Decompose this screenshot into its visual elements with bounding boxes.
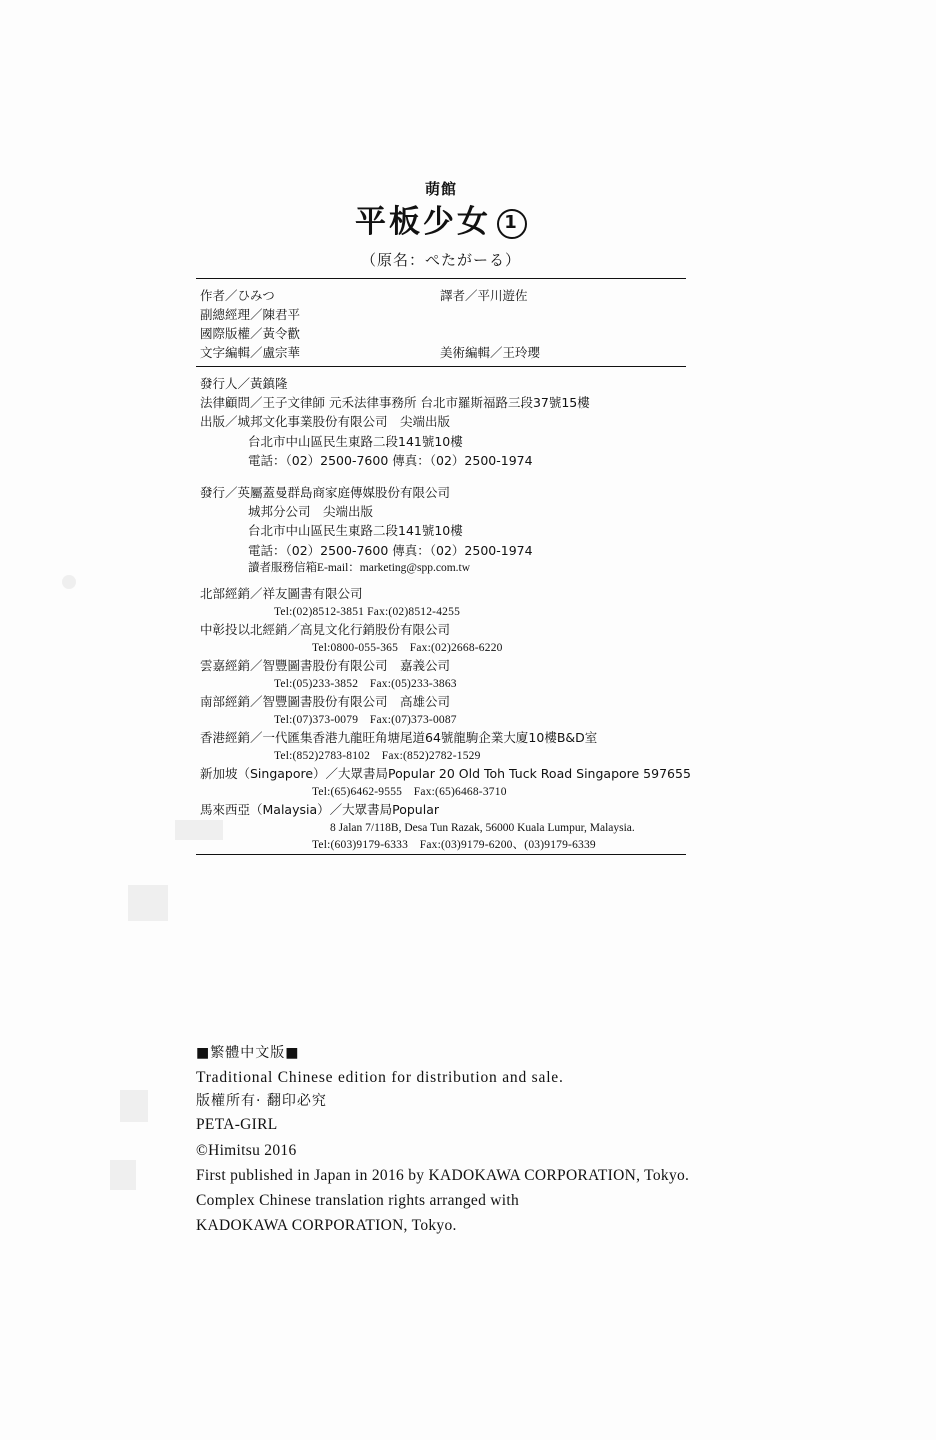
distributor-contact: Tel:0800-055-365 Fax:(02)2668-6220 — [312, 641, 503, 654]
staff-international-rights: 國際版權／黃令歡 — [200, 325, 301, 341]
publisher-address-line: 台北市中山區民生東路二段141號10樓 — [248, 433, 463, 449]
distributors-block — [196, 585, 691, 854]
staff-blank — [440, 305, 686, 324]
distributor-name: 新加坡（Singapore）／大眾書局Popular 20 Old Toh Tuck Road Singapore 597655 — [200, 765, 691, 781]
distributor-entry — [200, 765, 691, 801]
legal-line: First published in Japan in 2016 by KADOKAWA CORPORATION, Tokyo. — [196, 1166, 690, 1184]
distributor-name: 中彰投以北經銷／高見文化行銷股份有限公司 — [200, 621, 451, 637]
publisher-line: 發行人／黃鎮隆 — [200, 375, 288, 391]
issuer-line: 發行／英屬蓋曼群島商家庭傳媒股份有限公司 — [200, 484, 451, 500]
distributor-address: 8 Jalan 7/118B, Desa Tun Razak, 56000 Kuala Lumpur, Malaysia. — [330, 821, 635, 834]
distributor-name: 香港經銷／一代匯集香港九龍旺角塘尾道64號龍駒企業大廈10樓B&D室 — [200, 729, 598, 745]
copyright-line: ©Himitsu 2016 — [196, 1141, 297, 1159]
distributor-contact: Tel:(65)6462-9555 Fax:(65)6468-3710 — [312, 785, 507, 798]
staff-blank — [440, 324, 686, 343]
distributor-contact: Tel:(603)9179-6333 Fax:(03)9179-6200、(03)9179-6339 — [312, 838, 596, 851]
staff-author: 作者／ひみつ — [200, 287, 275, 303]
romanized-title: PETA-GIRL — [196, 1116, 278, 1134]
staff-row — [200, 305, 686, 324]
issuer-email-line: 讀者服務信箱E-mail：marketing@spp.com.tw — [248, 562, 471, 575]
distributor-entry — [200, 621, 686, 657]
issuer-block — [196, 483, 686, 578]
edition-mark: ■繁體中文版■ — [196, 1045, 300, 1061]
spacer — [196, 367, 686, 374]
issuer-address-line: 台北市中山區民生東路二段141號10樓 — [248, 523, 463, 539]
distributor-entry — [200, 729, 686, 765]
original-title: （原名：ぺたがーる） — [360, 250, 521, 269]
distributor-entry — [200, 801, 686, 854]
volume-number: 1 — [497, 209, 527, 239]
distributor-contact: Tel:(02)8512-3851 Fax:(02)8512-4255 — [274, 605, 461, 618]
distributor-contact: Tel:(07)373-0079 Fax:(07)373-0087 — [274, 713, 457, 726]
legal-line: Complex Chinese translation rights arranged with — [196, 1191, 520, 1209]
imprint-name: 萌館 — [424, 180, 457, 198]
distributor-name: 北部經銷／祥友圖書有限公司 — [200, 585, 363, 601]
scan-smudge — [110, 1160, 136, 1190]
issuer-phone-line: 電話：（02）2500-7600 傳真：（02）2500-1974 — [248, 542, 533, 558]
copyright-reserved-line: 版權所有· 翻印必究 — [196, 1092, 327, 1109]
distributor-name: 南部經銷／智豐圖書股份有限公司 高雄公司 — [200, 693, 451, 709]
publishing-house-line: 出版／城邦文化事業股份有限公司 尖端出版 — [200, 414, 451, 430]
spacer — [196, 471, 686, 483]
staff-translator: 譯者／平川遊佐 — [440, 287, 528, 303]
distributor-entry — [200, 657, 686, 693]
scan-smudge — [62, 575, 76, 589]
distributor-name: 雲嘉經銷／智豐圖書股份有限公司 嘉義公司 — [200, 657, 451, 673]
distributor-entry — [200, 693, 686, 729]
scan-smudge — [128, 885, 168, 921]
scan-smudge — [120, 1090, 148, 1122]
title-text: 平板少女 — [355, 204, 491, 240]
colophon-block — [196, 178, 691, 855]
staff-row — [200, 343, 686, 362]
issuer-branch-line: 城邦分公司 尖端出版 — [248, 503, 374, 519]
legal-counsel-line: 法律顧問／王子文律師 元禾法律事務所 台北市羅斯福路三段37號15樓 — [200, 395, 590, 411]
publisher-block — [196, 374, 686, 471]
legal-line: KADOKAWA CORPORATION, Tokyo. — [196, 1216, 457, 1234]
distributor-contact: Tel:(852)2783-8102 Fax:(852)2782-1529 — [274, 749, 481, 762]
page-title — [196, 205, 686, 241]
spacer — [196, 578, 686, 585]
staff-row — [200, 324, 686, 343]
divider-bottom — [196, 854, 686, 855]
staff-credits — [196, 279, 686, 366]
staff-deputy-manager: 副總經理／陳君平 — [200, 306, 301, 322]
staff-text-editor: 文字編輯／盧宗華 — [200, 344, 301, 360]
distributor-entry — [200, 585, 686, 621]
distributor-name: 馬來西亞（Malaysia）／大眾書局Popular — [200, 801, 439, 817]
staff-art-editor: 美術編輯／王玲瓔 — [440, 344, 541, 360]
publisher-phone-line: 電話：（02）2500-7600 傳真：（02）2500-1974 — [248, 453, 533, 469]
legal-line: Traditional Chinese edition for distribution and sale. — [196, 1068, 564, 1086]
distributor-contact: Tel:(05)233-3852 Fax:(05)233-3863 — [274, 677, 457, 690]
staff-row — [200, 286, 686, 305]
legal-notice-block — [196, 1042, 756, 1238]
